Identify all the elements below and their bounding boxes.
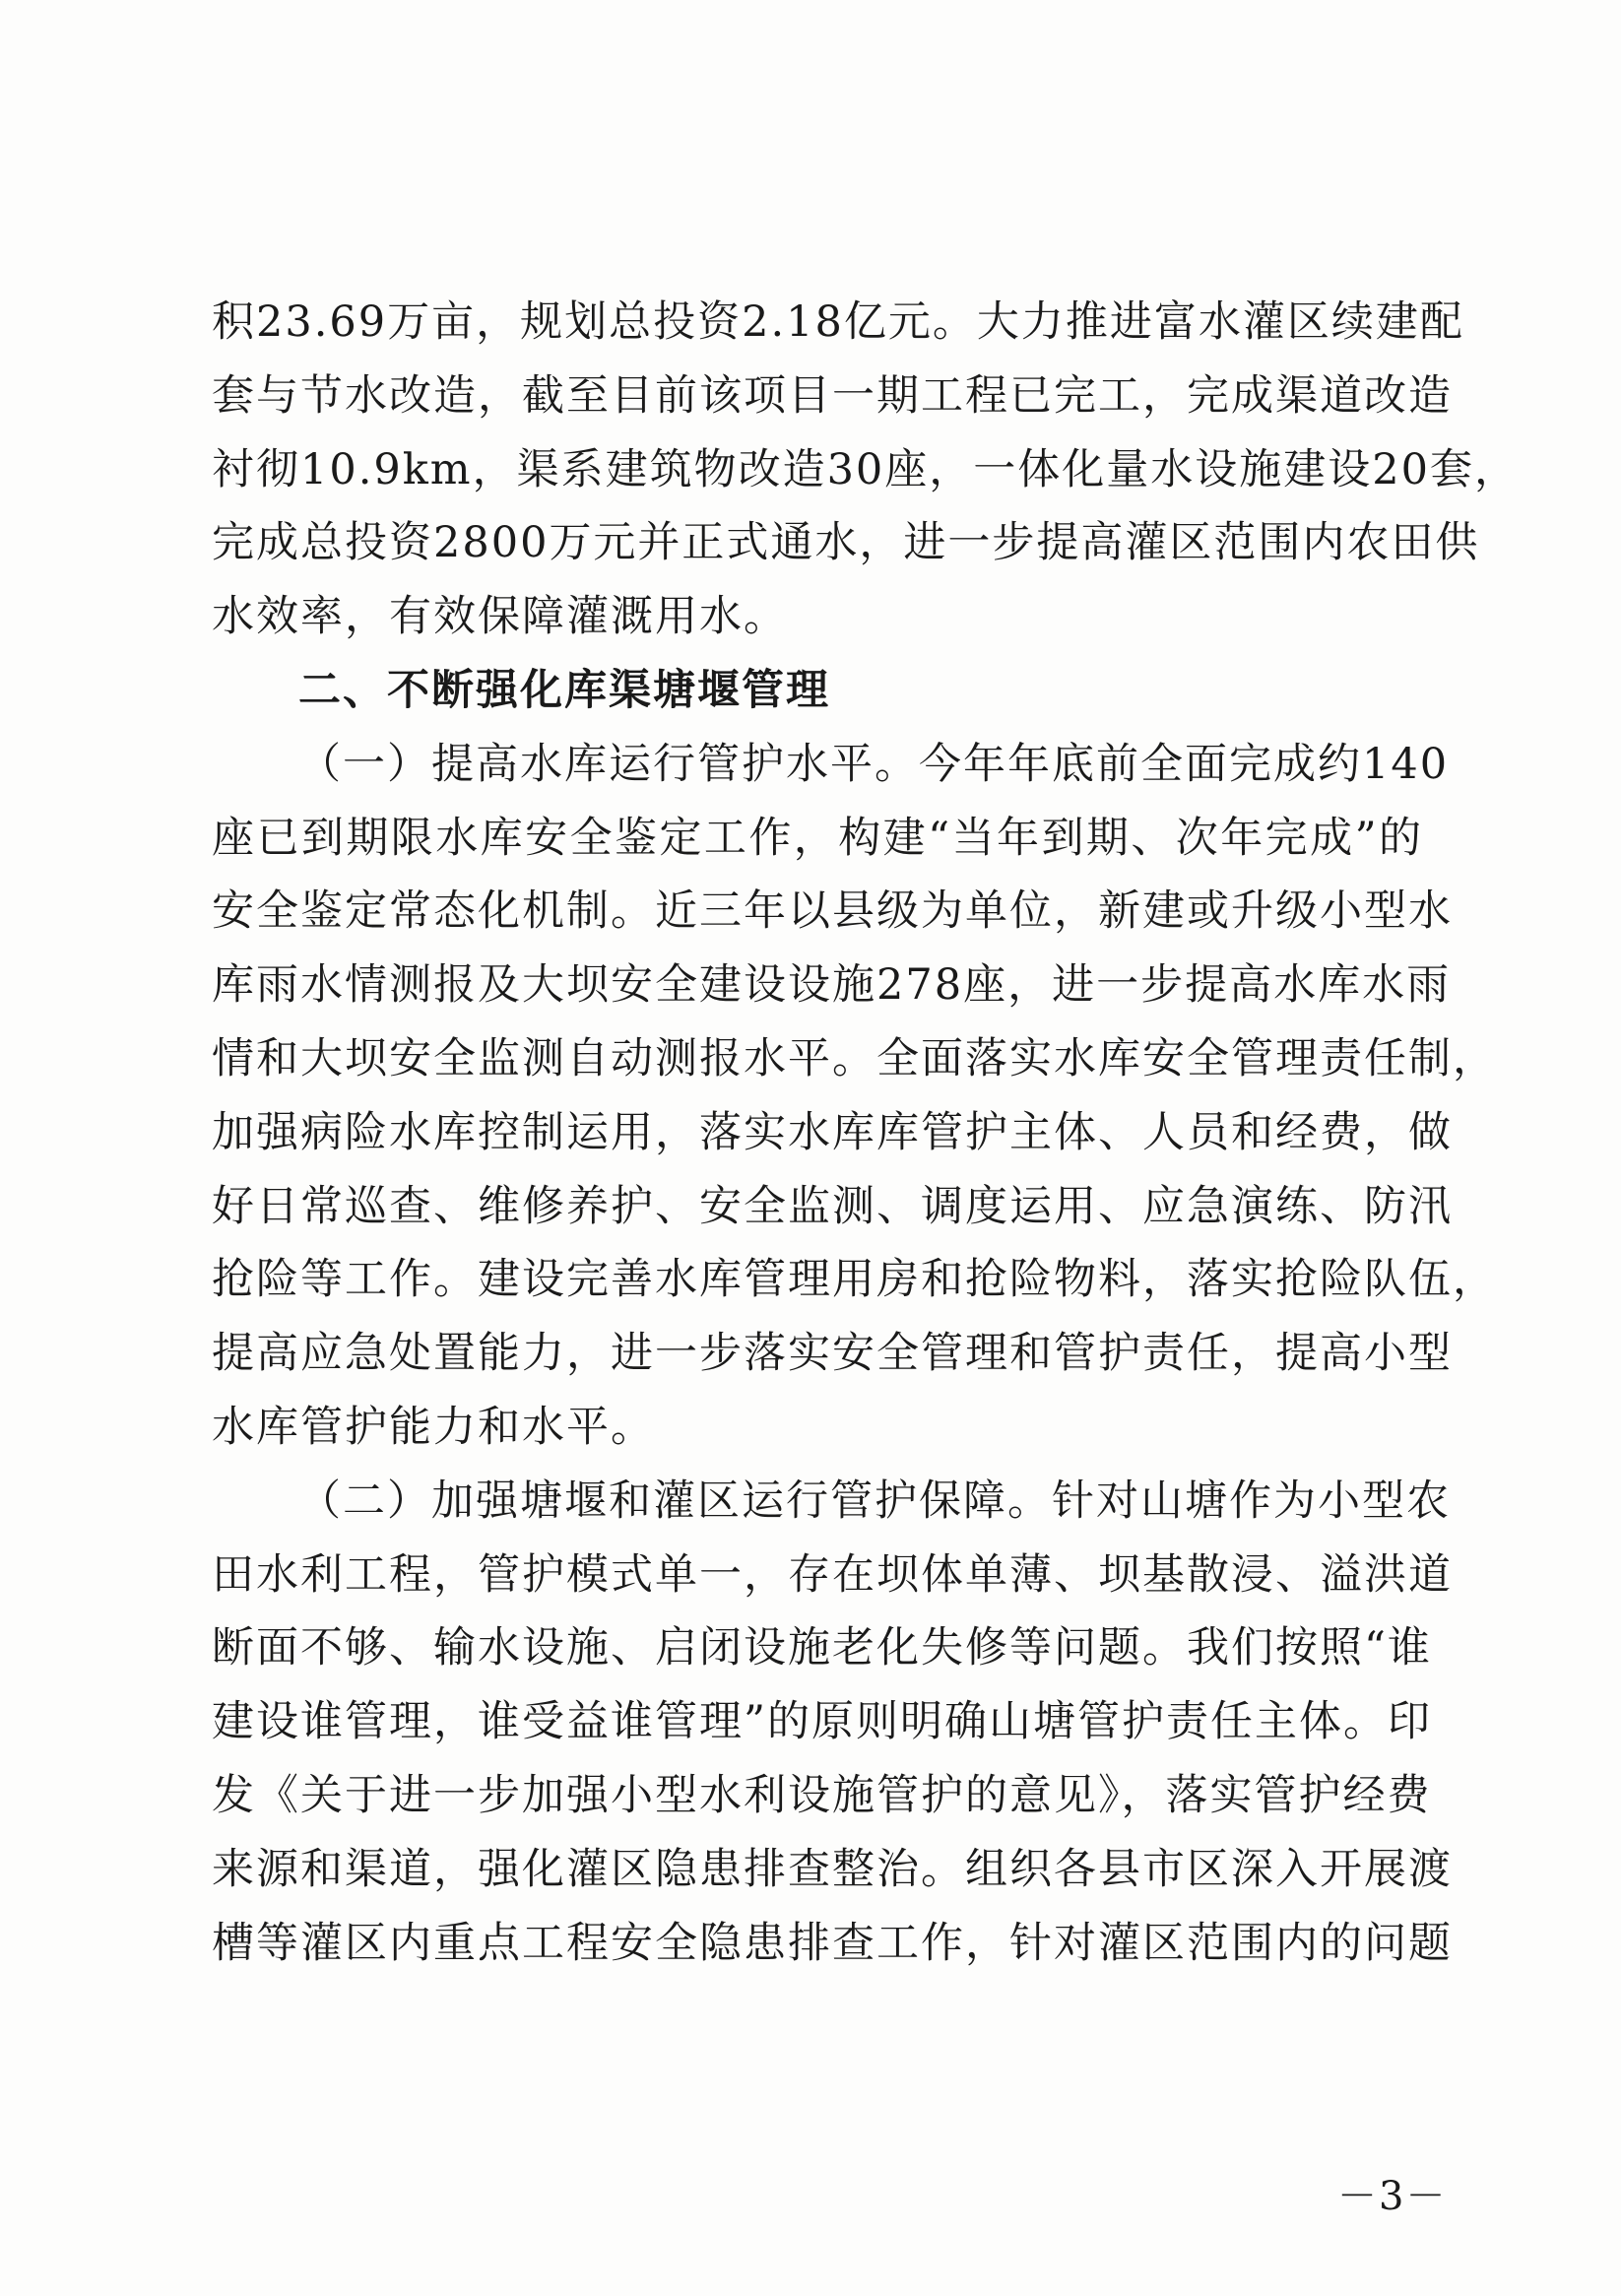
text-line: 好日常巡查、维修养护、安全监测、调度运用、应急演练、防汛 xyxy=(212,1181,1453,1231)
text-line: 水库管护能力和水平。 xyxy=(212,1402,655,1452)
text-line: 完成总投资2800万元并正式通水，进一步提高灌区范围内农田供 xyxy=(212,518,1480,568)
text-line: 库雨水情测报及大坝安全建设设施278座，进一步提高水库水雨 xyxy=(212,960,1452,1011)
text-line: 建设谁管理，谁受益谁管理”的原则明确山塘管护责任主体。印 xyxy=(212,1697,1432,1747)
section-heading: 二、不断强化库渠塘堰管理 xyxy=(298,665,830,715)
text-line: 情和大坝安全监测自动测报水平。全面落实水库安全管理责任制， xyxy=(212,1033,1497,1083)
page-number: －3－ xyxy=(1337,2174,1448,2219)
text-line: （一）提高水库运行管护水平。今年年底前全面完成约140 xyxy=(298,739,1450,789)
text-line: 断面不够、输水设施、启闭设施老化失修等问题。我们按照“谁 xyxy=(212,1623,1432,1673)
text-line: 套与节水改造，截至目前该项目一期工程已完工，完成渠道改造 xyxy=(212,370,1453,421)
text-line: 槽等灌区内重点工程安全隐患排查工作，针对灌区范围内的问题 xyxy=(212,1918,1453,1968)
paragraph-2 xyxy=(212,728,1497,1465)
text-line: 积23.69万亩，规划总投资2.18亿元。大力推进富水灌区续建配 xyxy=(212,297,1464,347)
text-line: 发《关于进一步加强小型水利设施管护的意见》，落实管护经费 xyxy=(212,1770,1432,1820)
text-line: （二）加强塘堰和灌区运行管护保障。针对山塘作为小型农 xyxy=(298,1476,1451,1526)
text-line: 来源和渠道，强化灌区隐患排查整治。组织各县市区深入开展渡 xyxy=(212,1844,1453,1894)
text-line: 加强病险水库控制运用，落实水库库管护主体、人员和经费，做 xyxy=(212,1107,1453,1157)
text-line: 安全鉴定常态化机制。近三年以县级为单位，新建或升级小型水 xyxy=(212,886,1453,937)
paragraph-1 xyxy=(212,286,1520,654)
text-line: 抢险等工作。建设完善水库管理用房和抢险物料，落实抢险队伍， xyxy=(212,1255,1497,1305)
text-line: 水效率，有效保障灌溉用水。 xyxy=(212,592,788,642)
text-line: 衬彻10.9km，渠系建筑物改造30座，一体化量水设施建设20套， xyxy=(212,444,1520,494)
paragraph-3 xyxy=(212,1465,1453,1981)
text-line: 座已到期限水库安全鉴定工作，构建“当年到期、次年完成”的 xyxy=(212,813,1423,863)
text-line: 提高应急处置能力，进一步落实安全管理和管护责任，提高小型 xyxy=(212,1329,1453,1379)
text-line: 田水利工程，管护模式单一，存在坝体单薄、坝基散浸、溢洪道 xyxy=(212,1549,1453,1600)
document-body xyxy=(212,286,1520,1980)
